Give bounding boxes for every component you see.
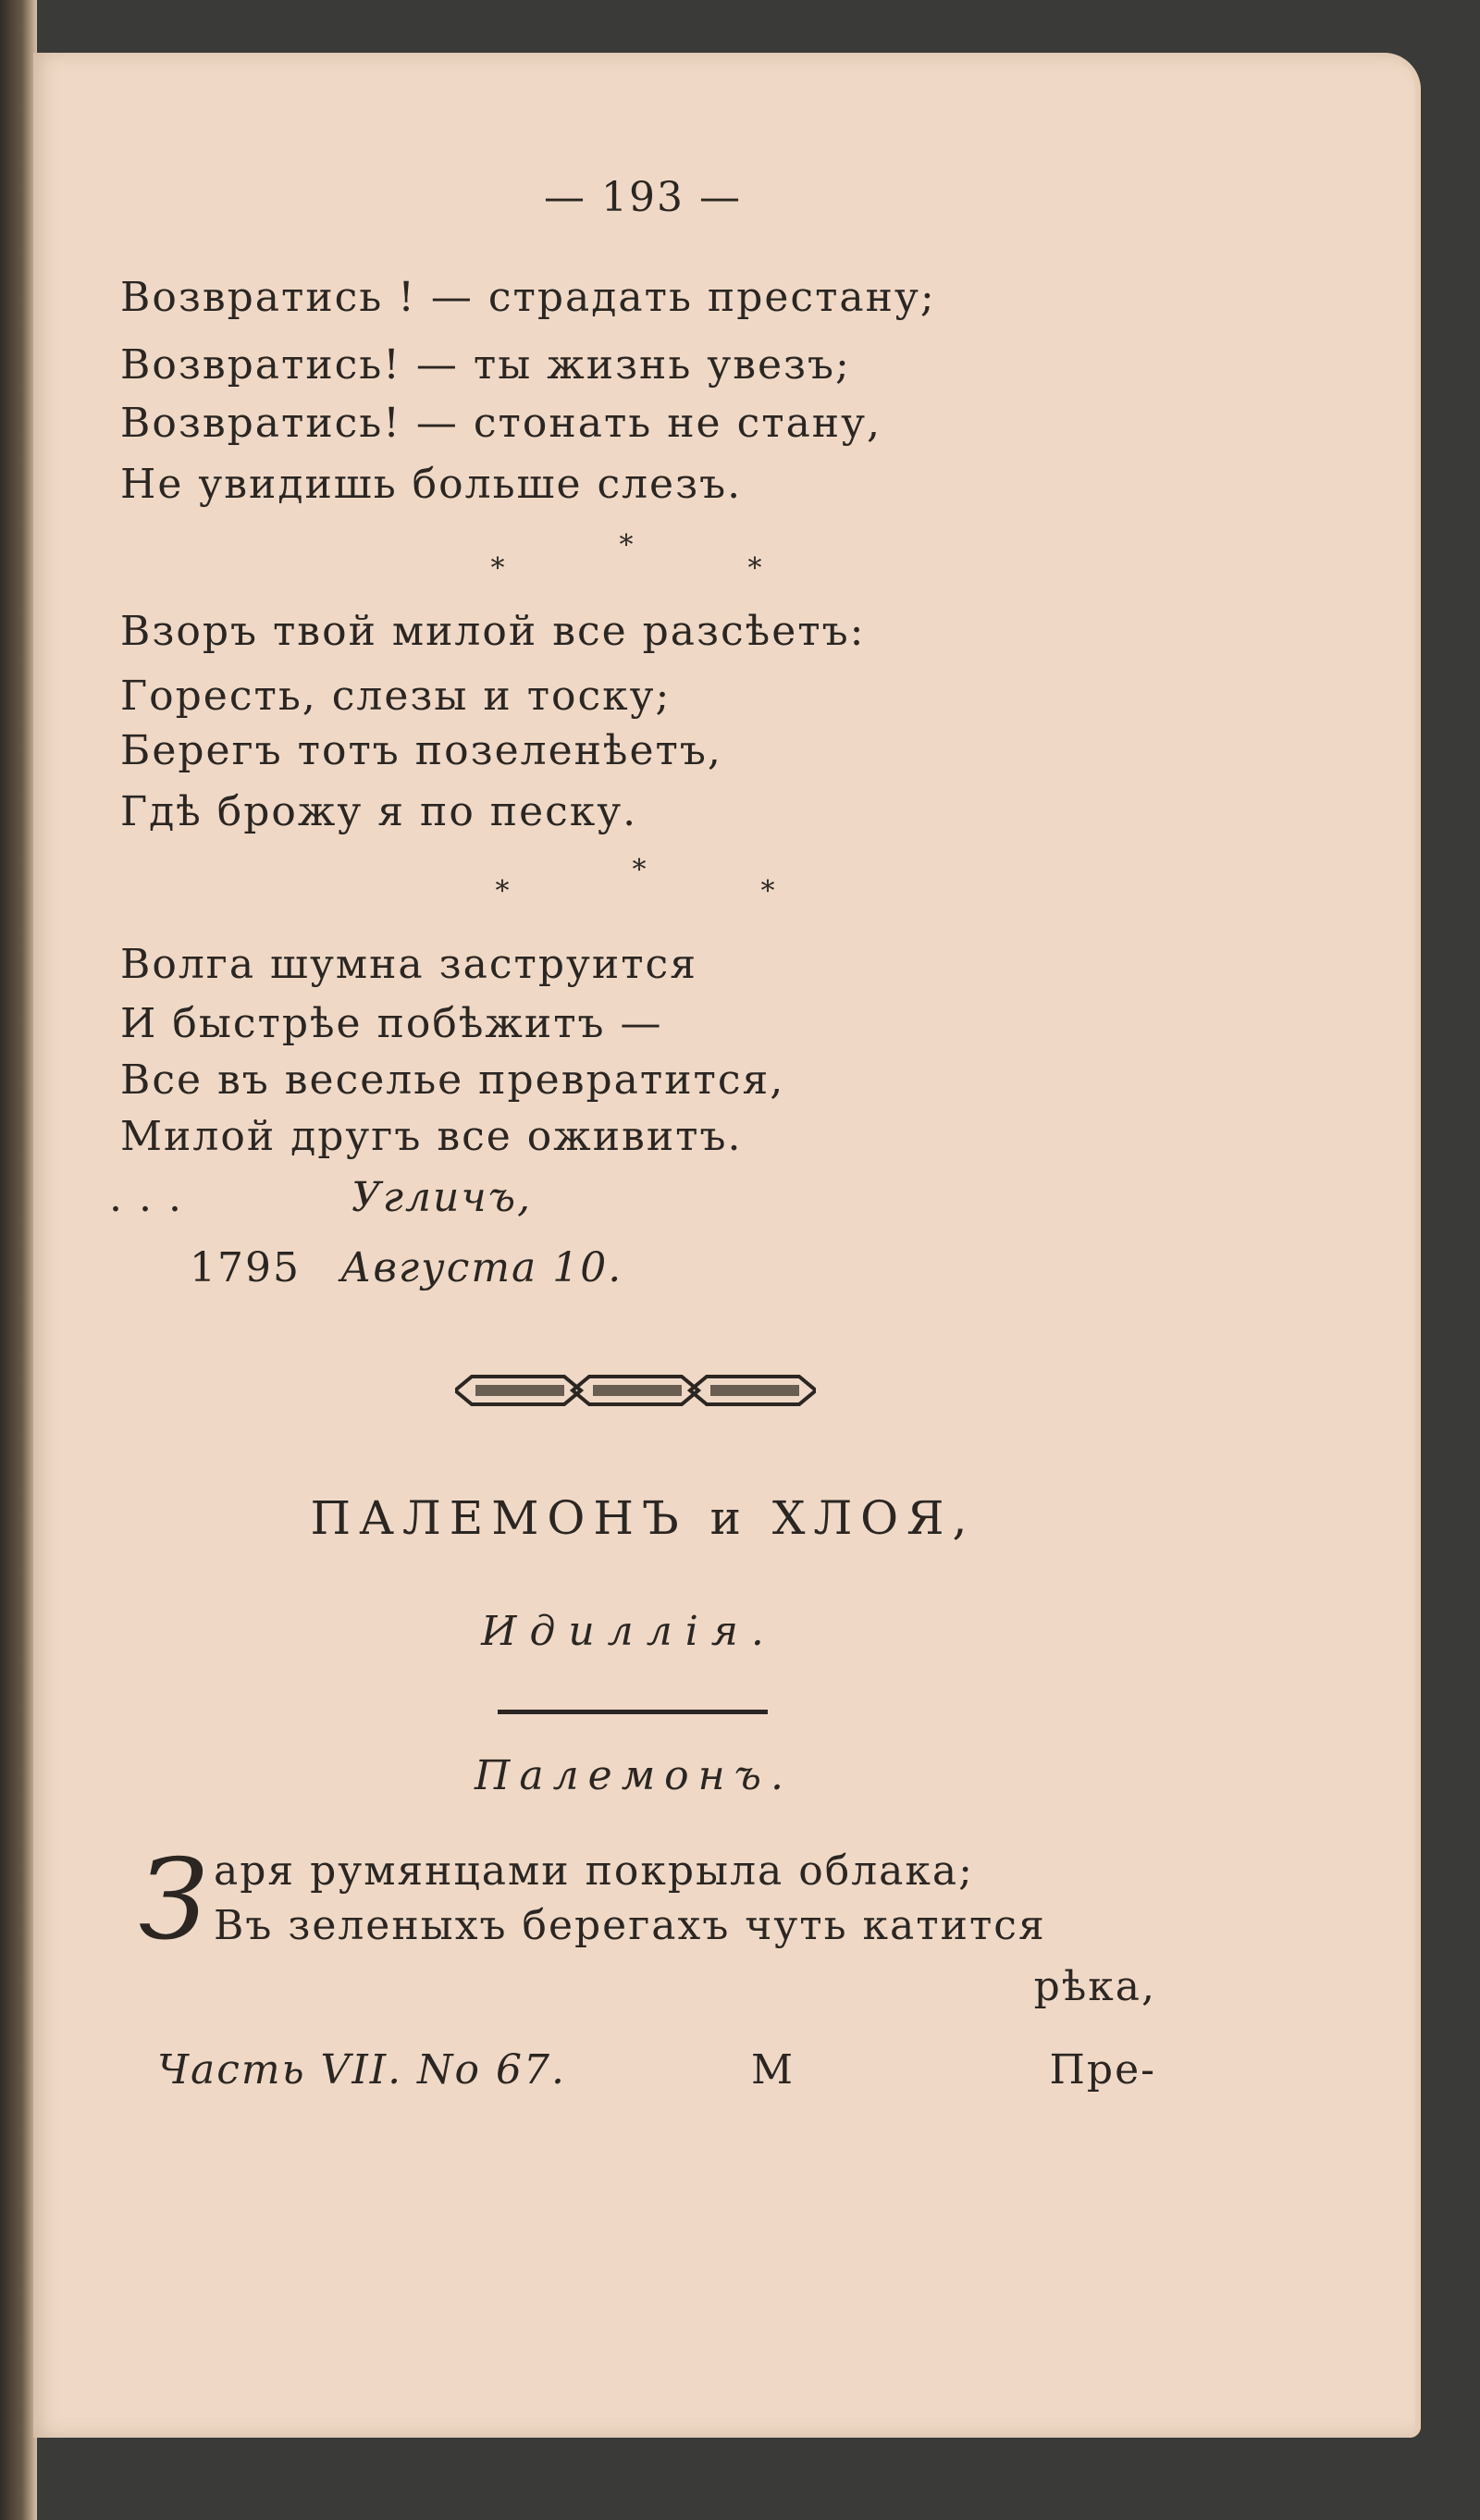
asterism-star: * bbox=[490, 552, 505, 585]
poem-line: Волга шумна заструится bbox=[120, 941, 697, 988]
asterism-star: * bbox=[632, 854, 647, 886]
verse-line-turnover: рѣка, bbox=[1033, 1963, 1156, 2010]
asterism-star: * bbox=[760, 875, 775, 908]
drop-cap: З bbox=[139, 1836, 208, 1965]
book-spine bbox=[0, 0, 37, 2520]
signature-date: Августа 10. bbox=[340, 1244, 623, 1291]
signature-place: Угличъ, bbox=[352, 1174, 533, 1221]
poem-line: Возвратись! — ты жизнь увезъ; bbox=[120, 341, 851, 389]
ornament-divider bbox=[455, 1367, 816, 1414]
piece-genre: Идиллія. bbox=[481, 1608, 777, 1655]
asterism-star: * bbox=[619, 529, 634, 562]
title-rule bbox=[498, 1710, 768, 1714]
poem-line: Все въ веселье превратится, bbox=[120, 1056, 785, 1104]
poem-line: Взоръ твой милой все разсѣетъ: bbox=[120, 608, 866, 655]
poem-line: Милой другъ все оживитъ. bbox=[120, 1113, 743, 1160]
speaker-name: Палемонъ. bbox=[475, 1752, 793, 1799]
poem-line: Возвратись ! — страдать престану; bbox=[120, 274, 936, 321]
footer-catchword: Пре- bbox=[1049, 2046, 1156, 2094]
verse-line: аря румянцами покрыла облака; bbox=[214, 1847, 974, 1895]
signature-dots: . . . bbox=[109, 1174, 183, 1221]
piece-title: ПАЛЕМОНЪ и ХЛОЯ, bbox=[310, 1491, 976, 1545]
poem-line: Гдѣ брожу я по песку. bbox=[120, 788, 638, 835]
footer-signature-mark: М bbox=[751, 2046, 796, 2094]
poem-line: Горесть, слезы и тоску; bbox=[120, 673, 672, 720]
poem-line: И быстрѣе побѣжитъ — bbox=[120, 1000, 663, 1047]
asterism-star: * bbox=[495, 875, 510, 908]
asterism-star: * bbox=[747, 552, 762, 585]
poem-line: Возвратись! — стонать не стану, bbox=[120, 400, 882, 447]
page-number: — 193 — bbox=[544, 174, 742, 221]
poem-line: Не увидишь больше слезъ. bbox=[120, 461, 743, 508]
poem-line: Берегъ тотъ позеленѣетъ, bbox=[120, 727, 722, 774]
footer-signature: Часть VII. No 67. bbox=[157, 2046, 567, 2094]
signature-year: 1795 bbox=[190, 1244, 301, 1291]
verse-line: Въ зеленыхъ берегахъ чуть катится bbox=[214, 1902, 1046, 1949]
